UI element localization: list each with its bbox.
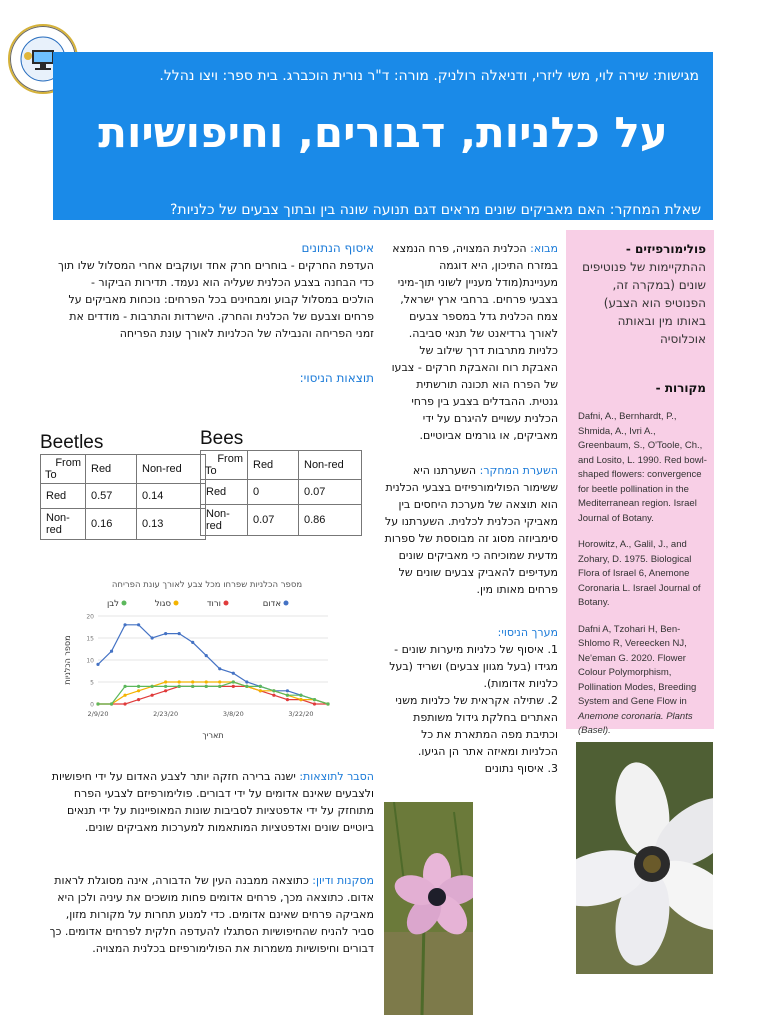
data-point (299, 694, 302, 697)
intro-text: הכלנית המצויה, פרח הנמצא במזרח התיכון, היא דוגמה מעניינת(מודל מעניין לשוני תוך-מיני בצבעי פרחים. ברחבי ארץ ישראל, צמח הכלנית גדל במספר צבעים לאורך גרדיאנט של תנאי סביבה. כלניות מתרבות דרך שילוב של האבקת רוח והאבקת חרקים - צבעו של הפרח הוא תכונה תורשתית גנטית. ההבדלים בצבע בין פרחי הכלנית עשויים להיגרם על ידי מאביקים, או גורמים אביוטיים. (391, 242, 558, 442)
data-point (164, 680, 167, 683)
table-cell: 0.86 (299, 505, 362, 536)
legend-label: סגול (154, 599, 171, 609)
data-point (191, 641, 194, 644)
data-point (272, 689, 275, 692)
reference-item: Horowitz, A., Galil, J., and Zohary, D. 1975. Biological Flora of Israel 6, Anemone Coronaria L. Israel Journal of Botany. (578, 539, 701, 608)
corner-cell (41, 455, 86, 484)
data-point (245, 685, 248, 688)
to-label: To (45, 469, 57, 481)
legend-marker (122, 601, 127, 606)
data-point (151, 694, 154, 697)
data-point (137, 623, 140, 626)
row-header: Red (41, 484, 86, 509)
conclusions-text: כתוצאה ממבנה העין של הדבורה, אינה מסוגלת לראות אדום. כתוצאה מכך, פרחים אדומים פחות מושכים את עיניה ולכן היא מאביקה פרחים שאינם אדומים. כדי למנוע תחרות על מקורות מזון, סביר להניח שהחיפושיות הסתגלו להעדפה חלקית לפרחים אדומים. כך דבורים וחיפושיות משמרות את הפולימורפיזם בכלנית המצויה. (49, 874, 374, 955)
intro-label: מבוא: (530, 242, 558, 255)
bees-matrix (200, 428, 362, 536)
data-point (178, 685, 181, 688)
white-anemone-photo (576, 742, 713, 974)
legend-marker (224, 601, 229, 606)
conclusions-label: מסקנות ודיון: (312, 874, 374, 887)
legend-label: ורוד (206, 599, 221, 609)
bees-table (200, 450, 362, 536)
x-tick-label: 3/8/20 (222, 710, 244, 718)
legend-label: אדום (262, 599, 281, 609)
x-tick-label: 3/22/20 (288, 710, 314, 718)
data-collection-text: העדפת החרקים - בוחרים חרק אחד ועוקבים אחרי המסלול שלו תוך כדי הבחנה בצבע הכלנית שעליה הוא נעמד. תדירות הביקור - הולכים במסלול קבוע ומבחינים בכל הפרחים: נוכחות מאביקים על פרחים וצבעם של הכלנית והחרק. הישרדות והתרבות - מודדים את זמני הפריחה והנבילה של הכלניות לאורך עונת הפריחה (58, 259, 374, 340)
to-label: To (205, 465, 217, 477)
x-axis-label: תאריך (202, 731, 224, 740)
y-tick-label: 15 (86, 635, 94, 643)
col-header: Non-red (137, 455, 206, 484)
data-point (96, 663, 99, 666)
references-heading: מקורות - (655, 381, 706, 395)
white-anemone-icon (576, 742, 713, 974)
y-axis-label: מספר הכלניות (63, 635, 72, 685)
polymorphism-heading: פולימורפיזים - (625, 242, 706, 256)
data-point (313, 698, 316, 701)
setup-label: מערך הניסוי: (497, 626, 558, 639)
table-cell: 0.13 (137, 509, 206, 540)
data-point (123, 685, 126, 688)
conclusions-section (48, 872, 374, 957)
polymorphism-block (574, 240, 706, 348)
explanation-section (48, 768, 374, 836)
data-point (191, 685, 194, 688)
data-point (137, 698, 140, 701)
explanation-text: ישנה ברירה חזקה יותר לצבע האדום על ידי חיפושיות ולצבעים שאינם אדומים על ידי דבורים. פולימורפיזם לצבעי הפרח מתוחזק על ידי אדפטציות לסביבות שונות המאופיינות על ידי תנאים ביוטיים שונים ואדפטציות המותאמות למערכות מאביקים שונים. (51, 770, 374, 834)
table-cell: 0.16 (86, 509, 137, 540)
polymorphism-text: ההתקיימות של פנוטיפים שונים (במקרה זה, הפנוטיפ הוא הצבע) באותו מין ובאותה אוכלוסיה (582, 260, 706, 346)
setup-item: 1. איסוף של כלניות מיערות שונים - מגידו (בעל מגוון צבעים) ושריד (בעל כלניות אדומות). (389, 643, 558, 690)
data-point (286, 694, 289, 697)
chart-background (56, 572, 338, 752)
intro-section (384, 240, 558, 444)
data-point (259, 689, 262, 692)
row-header: Non-red (41, 509, 86, 540)
data-point (259, 685, 262, 688)
data-point (123, 702, 126, 705)
setup-item: 2. שתילה אקראית של כלניות משני האתרים בחלקת גידול משותפת וכתיבת מפה המתארת את כל הכלניות ומאיזה אתר הן הגיעו. (395, 694, 558, 758)
data-point (286, 689, 289, 692)
hypothesis-label: השערת המחקר: (479, 464, 558, 477)
table-cell: 0.07 (248, 505, 299, 536)
hypothesis-section (384, 462, 558, 598)
bloom-line-chart (56, 572, 338, 752)
setup-item: 3. איסוף נתונים (484, 762, 558, 775)
poster-header (53, 52, 713, 220)
research-question: שאלת המחקר: האם מאביקים שונים מראים דגם תנועה שונה בין ובתוך צבעים של כלניות? (169, 202, 701, 218)
x-tick-label: 2/23/20 (153, 710, 179, 718)
table-row (41, 484, 206, 509)
y-tick-label: 0 (90, 701, 94, 709)
table-row (41, 509, 206, 540)
table-row (201, 480, 362, 505)
bees-title: Bees (200, 428, 244, 449)
data-point (164, 685, 167, 688)
data-point (272, 694, 275, 697)
data-point (96, 702, 99, 705)
col-header: Non-red (299, 451, 362, 480)
row-header: Non-red (201, 505, 248, 536)
data-point (178, 680, 181, 683)
beetles-title: Beetles (40, 432, 104, 453)
beetles-table (40, 454, 206, 540)
data-point (245, 680, 248, 683)
data-point (137, 685, 140, 688)
table-row (201, 505, 362, 536)
data-collection-heading: איסוף הנתונים (301, 241, 374, 255)
data-point (205, 680, 208, 683)
beetles-matrix (40, 432, 206, 540)
data-point (286, 698, 289, 701)
data-point (164, 689, 167, 692)
x-tick-label: 2/9/20 (87, 710, 109, 718)
data-point (151, 636, 154, 639)
data-point (178, 632, 181, 635)
sidebar-panel (566, 230, 714, 736)
data-point (205, 685, 208, 688)
corner-cell (201, 451, 248, 480)
col-header: Red (248, 451, 299, 480)
data-point (218, 680, 221, 683)
data-point (123, 694, 126, 697)
data-point (218, 667, 221, 670)
data-collection-section (56, 240, 374, 342)
table-cell: 0.57 (86, 484, 137, 509)
table-cell: 0.07 (299, 480, 362, 505)
legend-marker (284, 601, 289, 606)
pink-anemone-icon (384, 802, 473, 1015)
data-point (232, 680, 235, 683)
data-point (191, 680, 194, 683)
col-header: Red (86, 455, 137, 484)
reference-item (578, 623, 708, 739)
data-point (137, 689, 140, 692)
data-point (218, 685, 221, 688)
y-tick-label: 5 (90, 679, 94, 687)
data-point (232, 685, 235, 688)
row-header: Red (201, 480, 248, 505)
reference-species: Anemone coronaria. Plants (Basel). (578, 710, 693, 736)
results-heading: תוצאות הניסוי: (299, 371, 374, 385)
references-list (578, 410, 708, 739)
pink-anemone-photo (384, 802, 473, 1015)
data-point (232, 672, 235, 675)
from-label: From (55, 457, 81, 469)
data-point (299, 698, 302, 701)
table-cell: 0 (248, 480, 299, 505)
hypothesis-text: השערתנו היא ששימור הפולימורפיזים בצבעי הכלנית הוא תוצאה של מערכת היחסים בין מאביקי הכלנית לכלנית. השערתנו על סימביוזה מסוג זה מבוססת של ספרות מדעית שמוכיחה כי מאביקים שונים מעדיפים להאביק צבעים שונים של פרחים מאותו מין. (384, 464, 558, 596)
data-point (326, 702, 329, 705)
legend-label: לבן (106, 599, 119, 609)
y-tick-label: 10 (86, 657, 94, 665)
data-point (151, 685, 154, 688)
setup-section (384, 624, 558, 777)
authors-line: מגישות: שירה לוי, משי ליזרי, ודניאלה רולניק. מורה: ד"ר נורית הוכברג. בית ספר: ויצו נהלל. (159, 68, 699, 84)
data-point (313, 702, 316, 705)
data-point (110, 702, 113, 705)
y-tick-label: 20 (86, 613, 94, 621)
explanation-label: הסבר לתוצאות: (299, 770, 374, 783)
data-point (110, 650, 113, 653)
data-point (123, 623, 126, 626)
legend-marker (174, 601, 179, 606)
data-point (205, 654, 208, 657)
poster-title: על כלניות, דבורים, וחיפושיות (98, 108, 668, 157)
reference-text: Dafni A, Tzohari H, Ben-Shlomo R, Vereecken NJ, Ne'eman G. 2020. Flower Colour Polymorphism, Pollination Modes, Breeding System and Gene Flow in (578, 623, 697, 707)
chart-title: מספר הכלניות שפרחו מכל צבע לאורך עונת הפריחה (111, 580, 303, 590)
from-label: From (217, 453, 243, 465)
reference-item: Dafni, A., Bernhardt, P., Shmida, A., Ivri A., Greenbaum, S., O'Toole, Ch., and Losito, L. 1990. Red bowl-shaped flowers: convergence for beetle pollination in the Mediterranean region. Israel Journal of Botany. (578, 411, 707, 524)
table-cell: 0.14 (137, 484, 206, 509)
data-point (164, 632, 167, 635)
